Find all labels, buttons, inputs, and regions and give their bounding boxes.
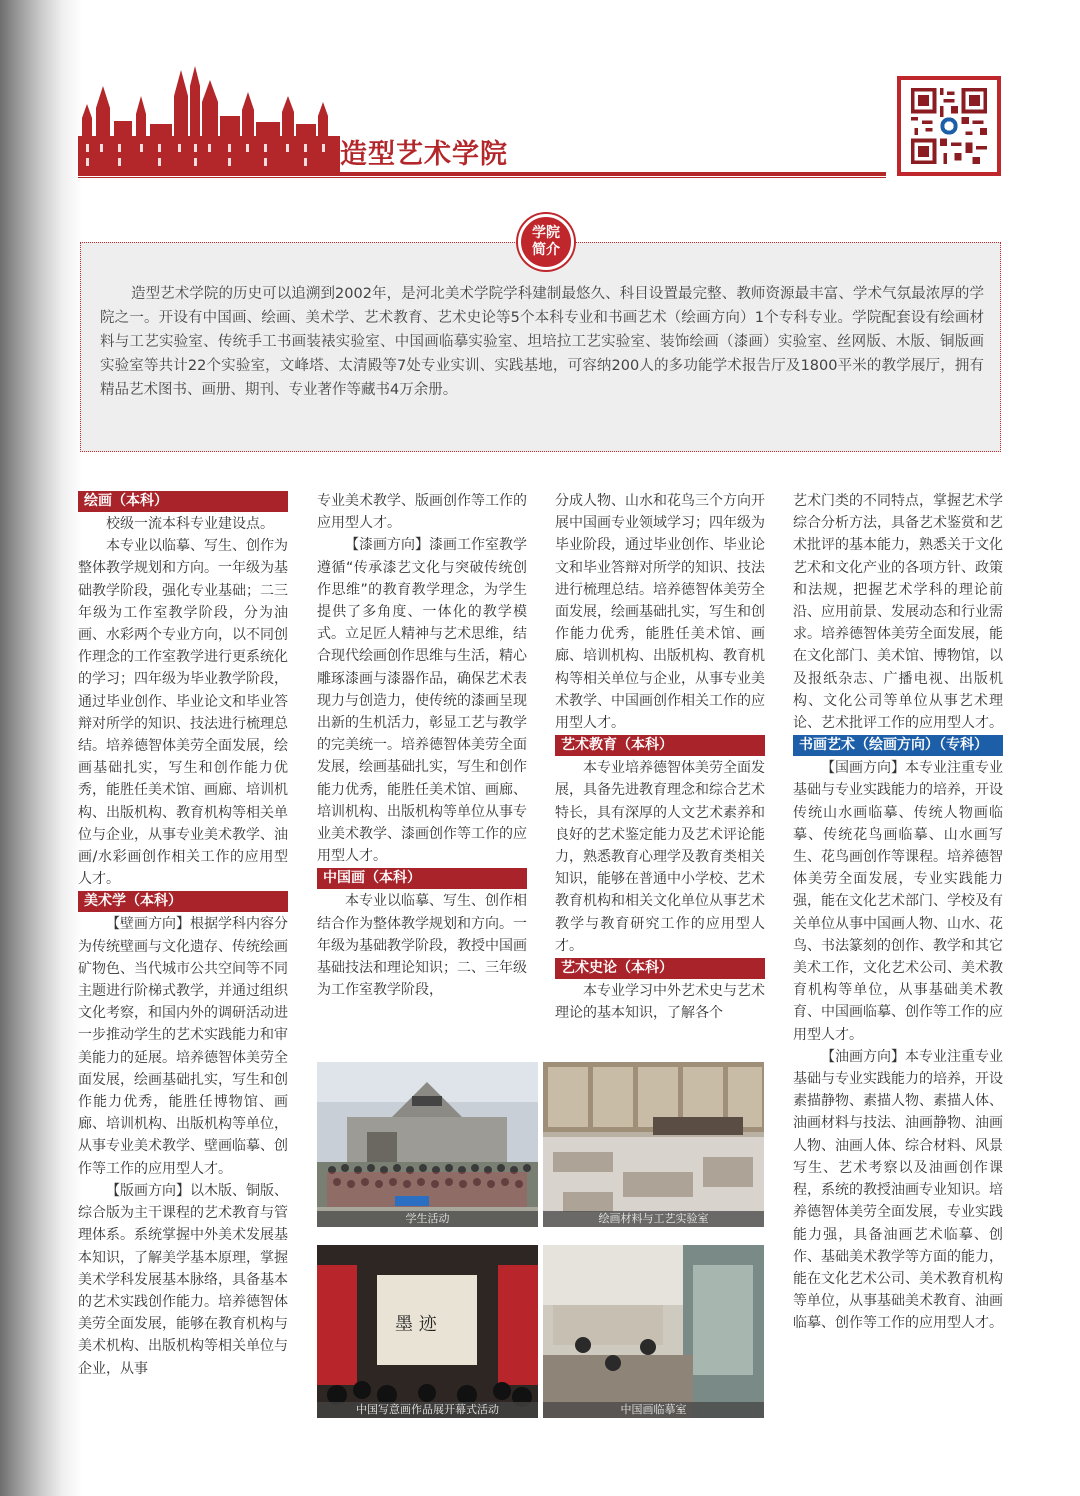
- section-heading-painting: 绘画（本科）: [78, 491, 288, 512]
- section-heading-fine-arts: 美术学（本科）: [78, 891, 288, 912]
- campus-skyline-icon: [78, 66, 340, 174]
- exhibition-image: [317, 1245, 538, 1418]
- paragraph: 【版画方向】以木版、铜版、综合版为主干课程的艺术教育与管理体系。系统掌握中外美术发展基本知识，了解美学基本原理，掌握美术学科发展基本脉络，具备基本的艺术实践创作能力。培养德智体美劳全面发展，能够在教育机构与美术机构、出版机构等相关单位与企业，从事: [78, 1182, 288, 1377]
- college-title: 造型艺术学院: [340, 139, 508, 170]
- column-4: [793, 490, 1003, 1335]
- paragraph: 本专业培养德智体美劳全面发展，具备先进教育理念和综合艺术特长，具有深厚的人文艺术素养和良好的艺术鉴定能力及艺术评论能力，熟悉教育心理学及教育类相关知识，能够在普通中小学校、艺术教育机构和相关文化单位从事艺术教学与教育研究工作的应用型人才。: [555, 760, 765, 954]
- section-heading-art-history: 艺术史论（本科）: [555, 958, 765, 979]
- paragraph: 专业美术教学、版画创作等工作的应用型人才。: [317, 493, 527, 532]
- header-rule: [78, 172, 886, 176]
- column-3: [555, 490, 765, 1024]
- paragraph: 【漆画方向】漆画工作室教学遵循“传承漆艺文化与突破传统创作思维”的教育教学理念，为学生提供了多角度、一体化的教学模式。立足匠人精神与艺术思维，结合现代绘画创作思维与生活，精心雕琢漆画与漆器作品，确保艺术表现力与创造力，使传统的漆画呈现出新的生机活力，彰显工艺与教学的完美统一。培养德智体美劳全面发展，绘画基础扎实，写生和创作能力优秀，能胜任美术馆、画廊、培训机构、出版机构等单位从事专业美术教学、漆画创作等工作的应用型人才。: [317, 537, 527, 865]
- qr-code-frame[interactable]: [897, 76, 1001, 176]
- paragraph: 【国画方向】本专业注重专业基础与专业实践能力的培养，开设传统山水画临摹、传统人物画临摹、传统花鸟画临摹、山水画写生、花鸟画创作等课程。培养德智体美劳全面发展，专业实践能力强，能在文化艺术部门、学校及有关单位从事中国画人物、山水、花鸟、书法篆刻的创作、教学和其它美术工作，文化艺术公司、美术教育机构等单位，从事基础美术教育、中国画临摹、创作等工作的应用型人才。: [793, 760, 1003, 1043]
- section-heading-calligraphy-painting: 书画艺术（绘画方向）（专科）: [793, 735, 1003, 756]
- paragraph: 【油画方向】本专业注重专业基础与专业实践能力的培养，开设素描静物、素描人物、素描人体、油画材料与技法、油画静物、油画人物、油画人体、综合材料、风景写生、艺术考察以及油画创作课程，系统的教授油画专业知识。培养德智体美劳全面发展，专业实践能力强，具备油画艺术临摹、创作、基础美术教学等方面的能力，能在文化艺术公司、美术教育机构等单位，从事基础美术教育、油画临摹、创作等工作的应用型人才。: [793, 1048, 1003, 1332]
- paragraph: 艺术门类的不同特点，掌握艺术学综合分析方法，具备艺术鉴赏和艺术批评的基本能力，熟悉关于文化艺术和文化产业的各项方针、政策和法规，把握艺术学科的理论前沿、应用前景、发展动态和行业需求。培养德智体美劳全面发展，能在文化部门、美术馆、博物馆，以及报纸杂志、广播电视、出版机构、文化公司等单位从事艺术理论、艺术批评工作的应用型人才。: [793, 493, 1003, 732]
- section-heading-chinese-painting: 中国画（本科）: [317, 868, 527, 889]
- svg-text:墨 迹: 墨 迹: [395, 1314, 437, 1335]
- photo-caption: 中国画临摹室: [543, 1402, 764, 1418]
- column-1: [78, 490, 288, 1380]
- paragraph: 【壁画方向】根据学科内容分为传统壁画与文化遗存、传统绘画矿物色、当代城市公共空间等不同主题进行阶梯式教学，并通过组织文化考察，和国内外的调研活动进一步推动学生的艺术实践能力和审美能力的延展。培养德智体美劳全面发展，绘画基础扎实，写生和创作能力优秀，能胜任博物馆、画廊、培训机构、出版机构等单位，从事专业美术教学、壁画临摹、创作等工作的应用型人才。: [78, 916, 288, 1177]
- group-photo-image: [317, 1062, 538, 1227]
- section-heading-art-education: 艺术教育（本科）: [555, 735, 765, 756]
- photo-caption: 学生活动: [317, 1211, 538, 1227]
- intro-badge-line1: 学院: [532, 225, 560, 241]
- photo-student-activity: [317, 1062, 538, 1227]
- studio-image: [543, 1245, 764, 1418]
- paragraph: 本专业学习中外艺术史与艺术理论的基本知识，了解各个: [555, 983, 765, 1022]
- qr-code-icon: [909, 88, 989, 164]
- header-rule-thin: [78, 177, 886, 178]
- paragraph: 本专业以临摹、写生、创作为整体教学规划和方向。一年级为基础教学阶段，强化专业基础；二三年级为工作室教学阶段，分为油画、水彩两个专业方向，以不同创作理念的工作室教学进行更系统化的学习；四年级为毕业教学阶段，通过毕业创作、毕业论文和毕业答辩对所学的知识、技法进行梳理总结。培养德智体美劳全面发展，绘画基础扎实，写生和创作能力优秀，能胜任美术馆、画廊、培训机构、出版机构、教育机构等相关单位与企业，从事专业美术教学、油画/水彩画创作相关工作的应用型人才。: [78, 538, 288, 888]
- column-2: [317, 490, 527, 1001]
- paragraph: 分成人物、山水和花鸟三个方向开展中国画专业领域学习；四年级为毕业阶段，通过毕业创作、毕业论文和毕业答辩对所学的知识、技法进行梳理总结。培养德智体美劳全面发展，绘画基础扎实，写生和创作能力优秀，能胜任美术馆、画廊、培训机构、出版机构、教育机构等相关单位与企业，从事专业美术教学、中国画创作相关工作的应用型人才。: [555, 493, 765, 732]
- paragraph: 校级一流本科专业建设点。: [106, 516, 274, 532]
- intro-badge: [518, 214, 574, 270]
- photo-copy-studio: [543, 1245, 764, 1418]
- photo-exhibition-opening: [317, 1245, 538, 1418]
- page-spine-shadow: [0, 0, 62, 1496]
- lab-room-image: [543, 1062, 764, 1227]
- paragraph: 本专业以临摹、写生、创作相结合作为整体教学规划和方向。一年级为基础教学阶段，教授中国画基础技法和理论知识；二、三年级为工作室教学阶段，: [317, 893, 527, 999]
- photo-caption: 中国写意画作品展开幕式活动: [317, 1402, 538, 1418]
- photo-materials-lab: [543, 1062, 764, 1227]
- photo-caption: 绘画材料与工艺实验室: [543, 1211, 764, 1227]
- intro-badge-line2: 简介: [532, 242, 560, 258]
- intro-text: 造型艺术学院的历史可以追溯到2002年，是河北美术学院学科建制最悠久、科目设置最完整、教师资源最丰富、学术气氛最浓厚的学院之一。开设有中国画、绘画、美术学、艺术教育、艺术史论等5个本科专业和书画艺术（绘画方向）1个专科专业。学院配套设有绘画材料与工艺实验室、传统手工书画装裱实验室、中国画临摹实验室、坦培拉工艺实验室、装饰绘画（漆画）实验室、丝网版、木版、铜版画实验室等共计22个实验室，文峰塔、太清殿等7处专业实训、实践基地，可容纳200人的多功能学术报告厅及1800平米的教学展厅，拥有精品艺术图书、画册、期刊、专业著作等藏书4万余册。: [100, 286, 984, 398]
